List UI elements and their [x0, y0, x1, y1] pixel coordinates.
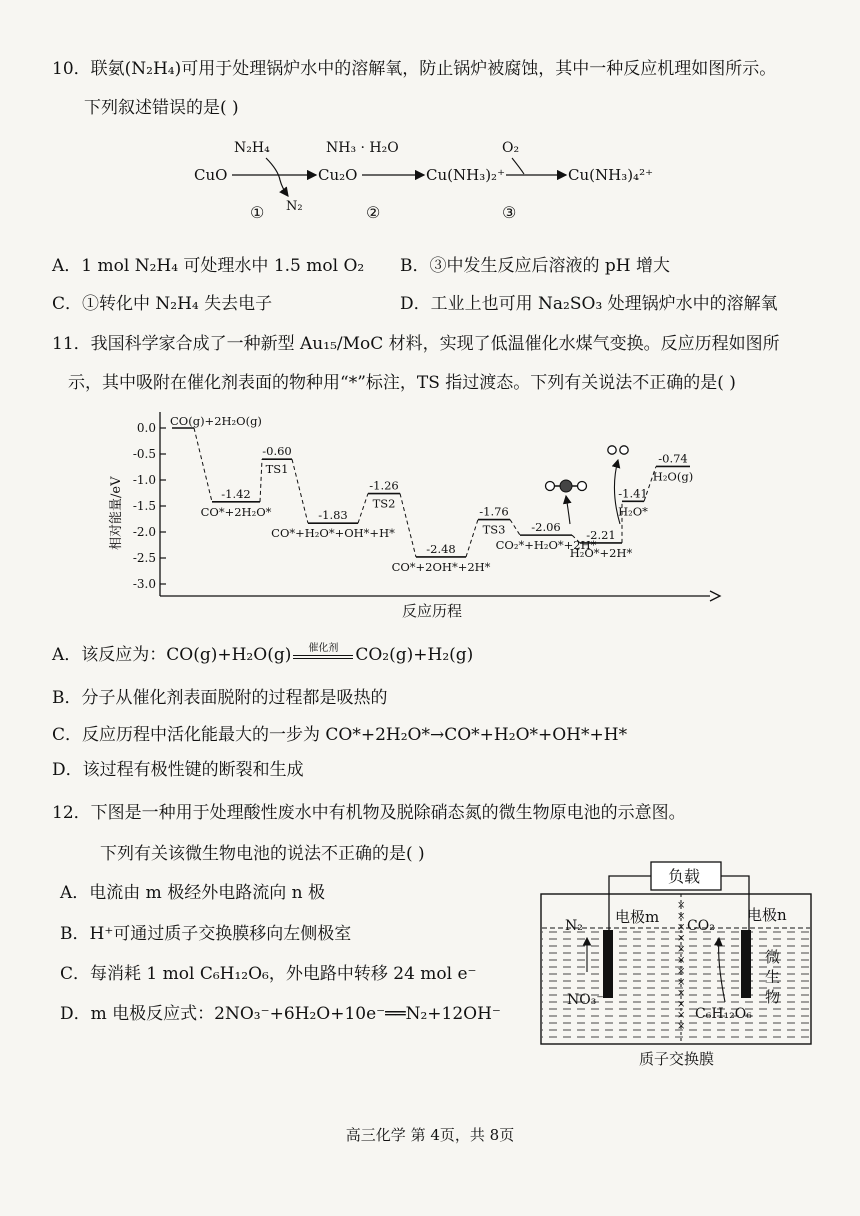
x-axis-arrowhead: [710, 591, 720, 601]
x-axis-label: 反应历程: [402, 602, 463, 620]
o2-arrow: [512, 158, 524, 174]
y-tick-label: -3.0: [132, 577, 156, 591]
level-connector: [358, 494, 368, 524]
energy-value-label: -1.41: [618, 486, 648, 501]
microbe-label-3: 物: [765, 988, 781, 1006]
q11-option-a[interactable]: [52, 644, 473, 666]
product-n2: N₂: [286, 199, 303, 214]
q10-option-d[interactable]: D．工业上也可用 Na₂SO₃ 处理锅炉水中的溶解氧: [400, 294, 778, 314]
q10-option-c[interactable]: C．①转化中 N₂H₄ 失去电子: [52, 294, 273, 314]
y-tick-label: -2.0: [132, 525, 156, 539]
double-line: [293, 655, 353, 659]
state-label: CO*+H₂O*+OH*+H*: [271, 526, 395, 541]
q11-option-a-prefix: A．该反应为：CO(g)+H₂O(g): [52, 645, 292, 665]
catalyst-equals: [291, 644, 355, 666]
q10-stem-line2: 下列叙述错误的是( ): [84, 98, 239, 118]
n2-label: N₂: [565, 918, 583, 934]
energy-value-label: -2.48: [426, 541, 456, 556]
membrane-mark: ×: [677, 999, 686, 1010]
step-1-label: ①: [250, 203, 265, 222]
y-tick-label: -1.0: [132, 473, 156, 487]
q11-option-a-suffix: CO₂(g)+H₂(g): [355, 645, 474, 665]
co2-desorption-arrow: [566, 496, 570, 524]
q11-option-b[interactable]: B．分子从催化剂表面脱附的过程都是吸热的: [52, 688, 388, 708]
q11-option-c[interactable]: C．反应历程中活化能最大的一步为 CO*+2H₂O*→CO*+H₂O*+OH*+H*: [52, 725, 628, 745]
q10-stem-line1: 10．联氨(N₂H₄)可用于处理锅炉水中的溶解氧，防止锅炉被腐蚀，其中一种反应机理如图所示。: [52, 59, 777, 79]
energy-value-label: -1.26: [369, 478, 399, 493]
level-connector: [194, 428, 212, 502]
microbial-cell-diagram: [535, 852, 825, 1072]
q12-option-d[interactable]: D．m 电极反应式：2NO₃⁻+6H₂O+10e⁻══N₂+12OH⁻: [60, 1004, 501, 1024]
energy-value-label: -1.76: [479, 504, 509, 519]
state-label: H₂O(g): [652, 469, 694, 484]
q11-stem-line1: 11．我国科学家合成了一种新型 Au₁₅/MoC 材料，实现了低温催化水煤气变换。反应历程如图所: [52, 334, 780, 354]
energy-value-label: -0.74: [658, 451, 688, 466]
membrane-mark: ×: [677, 1010, 686, 1021]
level-connector: [260, 459, 262, 502]
y-tick-label: -0.5: [132, 447, 156, 461]
electrode-n-label: 电极n: [747, 906, 787, 924]
page-footer: 高三化学 第 4页，共 8页: [345, 1126, 515, 1144]
membrane-mark: ×: [677, 944, 686, 955]
state-label: CO*+2OH*+2H*: [391, 559, 491, 574]
reagent-nh3-h2o: NH₃ · H₂O: [326, 140, 399, 156]
n2-release-arrow: [266, 158, 288, 196]
q11-option-d[interactable]: D．该过程有极性键的断裂和生成: [52, 760, 304, 780]
y-tick-label: 0.0: [136, 421, 156, 435]
y-tick-label: -1.5: [132, 499, 156, 513]
q12-option-a[interactable]: A．电流由 m 极经外电路流向 n 极: [60, 883, 325, 903]
energy-value-label: -2.21: [586, 527, 616, 542]
energy-value-label: -2.06: [531, 520, 561, 535]
step-2-label: ②: [366, 203, 381, 222]
q12-stem-line2: 下列有关该微生物电池的说法不正确的是( ): [100, 844, 425, 864]
membrane-mark: ×: [677, 988, 686, 999]
state-label: CO*+2H₂O*: [200, 504, 272, 519]
q10-reaction-scheme: [180, 128, 660, 228]
co2-label: CO₂: [687, 918, 715, 934]
energy-value-label: -1.83: [318, 508, 348, 523]
level-connector: [466, 520, 478, 557]
state-label: TS3: [482, 522, 506, 537]
membrane-label: 质子交换膜: [639, 1050, 715, 1068]
membrane-mark: ×: [677, 977, 686, 988]
co2-molecule-icon: [546, 480, 587, 492]
reagent-n2h4: N₂H₄: [234, 140, 270, 156]
state-label: CO₂*+H₂O*+2H*: [495, 538, 597, 553]
electrode-m: [603, 930, 613, 998]
q12-option-c[interactable]: C．每消耗 1 mol C₆H₁₂O₆，外电路中转移 24 mol e⁻: [60, 964, 477, 984]
membrane-mark: ×: [677, 911, 686, 922]
level-connector: [400, 494, 416, 557]
load-label: 负载: [668, 867, 701, 886]
membrane-mark: ×: [677, 900, 686, 911]
glucose-label: C₆H₁₂O₆: [695, 1006, 752, 1022]
state-label: H₂O*: [618, 504, 648, 519]
microbe-label-2: 生: [765, 968, 781, 986]
q11-stem-line2: 示，其中吸附在催化剂表面的物种用“*”标注，TS 指过渡态。下列有关说法不正确的是( ): [68, 373, 736, 393]
q10-option-b[interactable]: B．③中发生反应后溶液的 pH 增大: [400, 256, 671, 276]
electrode-m-label: 电极m: [615, 908, 660, 926]
level-connector: [510, 520, 520, 536]
y-axis-label: 相对能量/eV: [109, 476, 124, 550]
species-cu2o: Cu₂O: [318, 166, 358, 184]
membrane-mark: ×: [677, 922, 686, 933]
energy-value-label: -0.60: [262, 444, 292, 459]
h2-molecule-icon: [608, 446, 628, 454]
y-tick-label: -2.5: [132, 551, 156, 565]
energy-value-label: -1.42: [221, 486, 251, 501]
electrode-n: [741, 930, 751, 998]
membrane-mark: ×: [677, 955, 686, 966]
species-cu-nh3-2: Cu(NH₃)₂⁺: [426, 166, 505, 184]
state-label: TS2: [372, 496, 396, 511]
catalyst-label: 催化剂: [308, 643, 339, 654]
q12-stem-line1: 12．下图是一种用于处理酸性废水中有机物及脱除硝态氮的微生物原电池的示意图。: [52, 803, 686, 823]
membrane-mark: ×: [677, 1021, 686, 1032]
membrane-mark: ×: [677, 966, 686, 977]
energy-profile-chart: [100, 400, 730, 625]
no3-label: NO₃⁻: [567, 992, 604, 1008]
state-label: H₂O*+2H*: [569, 545, 633, 560]
step-3-label: ③: [502, 203, 517, 222]
q10-option-a[interactable]: A．1 mol N₂H₄ 可处理水中 1.5 mol O₂: [52, 256, 365, 276]
membrane-mark: ×: [677, 933, 686, 944]
species-cuo: CuO: [194, 166, 228, 184]
species-cu-nh3-4: Cu(NH₃)₄²⁺: [568, 166, 654, 184]
q12-option-b[interactable]: B．H⁺可通过质子交换膜移向左侧极室: [60, 924, 352, 944]
state-label: CO(g)+2H₂O(g): [170, 414, 262, 428]
level-connector: [292, 459, 308, 523]
reagent-o2: O₂: [502, 140, 520, 156]
state-label: TS1: [265, 462, 289, 477]
microbe-label-1: 微: [765, 948, 781, 966]
